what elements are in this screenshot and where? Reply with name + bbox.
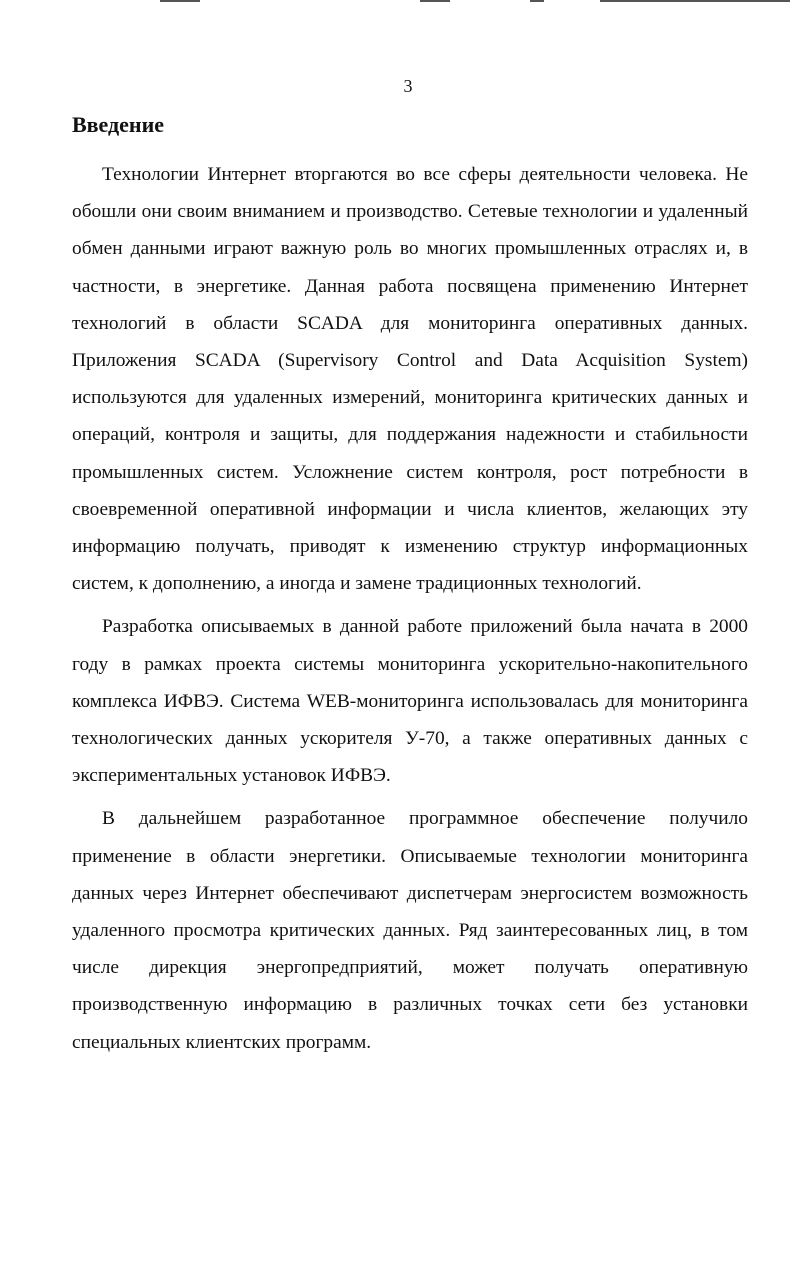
page-number: 3	[403, 76, 413, 96]
paragraph-2: Разработка описываемых в данной работе приложений была начата в 2000 году в рамках проекта системы мониторинга ускорительно-накопительного комплекса ИФВЭ. Система WEB-мониторинга использовалась для мониторинга технологических данных ускорителя У-70, а также оперативных данных с экспериментальных установок ИФВЭ.	[72, 616, 748, 787]
paragraph-1: Технологии Интернет вторгаются во все сферы деятельности человека. Не обошли они своим вниманием и производство. Сетевые технологии и удаленный обмен данными играют важную роль во многих промышленных отраслях и, в частности, в энергетике. Данная работа посвящена применению Интернет технологий в области SCADA для мониторинга оперативных данных. Приложения SCADA (Supervisory Control and Data Acquisition System) используются для удаленных измерений, мониторинга критических данных и операций, контроля и защиты, для поддержания надежности и стабильности промышленных систем. Усложнение систем контроля, рост потребности в своевременной оперативной информации и числа клиентов, желающих эту информацию получать, приводят к изменению структур информационных систем, к дополнению, а иногда и замене традиционных технологий.	[72, 164, 748, 595]
paragraph-3: В дальнейшем разработанное программное обеспечение получило применение в области энергетики. Описываемые технологии мониторинга данных через Интернет обеспечивают диспетчерам энергосистем возможность удаленного просмотра критических данных. Ряд заинтересованных лиц, в том числе дирекция энергопредприятий, может получать оперативную производственную информацию в различных точках сети без установки специальных клиентских программ.	[72, 808, 748, 1053]
section-heading: Введение	[72, 112, 165, 137]
body-text	[72, 156, 748, 1061]
scan-artifact-top	[150, 0, 790, 4]
